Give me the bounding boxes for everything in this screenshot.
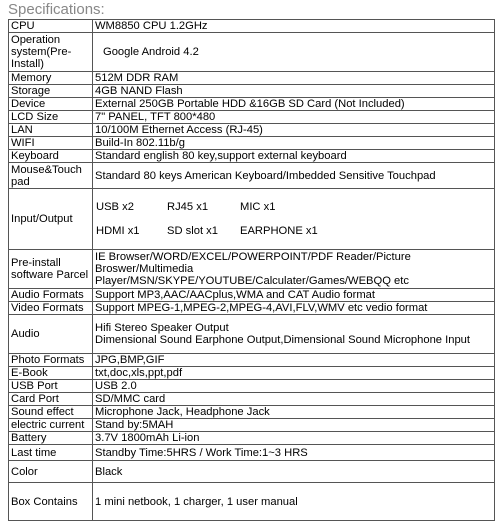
io-item: EARPHONE x1 — [240, 225, 318, 237]
table-row — [9, 406, 495, 419]
row-label: Input/Output — [9, 189, 93, 250]
table-row — [9, 20, 495, 33]
page-title: Specifications: — [8, 1, 105, 18]
row-value: WM8850 CPU 1.2GHz — [93, 20, 495, 33]
row-value: Stand by:5MAH — [93, 419, 495, 432]
row-label: Last time — [9, 445, 93, 461]
row-label: E-Book — [9, 367, 93, 380]
io-item: HDMI x1 — [96, 225, 140, 237]
table-row — [9, 98, 495, 111]
row-label: Storage — [9, 85, 93, 98]
table-row — [9, 189, 495, 250]
row-label: Photo Formats — [9, 354, 93, 367]
table-row — [9, 432, 495, 445]
row-value: Microphone Jack, Headphone Jack — [93, 406, 495, 419]
table-row — [9, 85, 495, 98]
row-label: CPU — [9, 20, 93, 33]
table-row — [9, 111, 495, 124]
io-item: RJ45 x1 — [167, 201, 209, 213]
row-label: WIFI — [9, 137, 93, 150]
row-value: Standard 80 keys American Keyboard/Imbedded Sensitive Touchpad — [93, 163, 495, 189]
table-row — [9, 250, 495, 289]
row-value: Support MPEG-1,MPEG-2,MPEG-4,AVI,FLV,WMV etc vedio format — [93, 302, 495, 315]
row-label: Pre-install software Parcel — [9, 250, 93, 289]
io-item: SD slot x1 — [167, 225, 218, 237]
row-value: JPG,BMP,GIF — [93, 354, 495, 367]
io-item: USB x2 — [96, 201, 134, 213]
io-item: MIC x1 — [240, 201, 276, 213]
row-label: Audio — [9, 315, 93, 354]
row-label: LCD Size — [9, 111, 93, 124]
row-label: Mouse&Touch pad — [9, 163, 93, 189]
row-value: Support MP3,AAC/AACplus,WMA and CAT Audio format — [93, 289, 495, 302]
row-value: Standby Time:5HRS / Work Time:1~3 HRS — [93, 445, 495, 461]
row-value: Black — [93, 461, 495, 483]
row-value: txt,doc,xls,ppt,pdf — [93, 367, 495, 380]
table-row — [9, 163, 495, 189]
table-row — [9, 445, 495, 461]
row-value: 7" PANEL, TFT 800*480 — [93, 111, 495, 124]
row-value: 4GB NAND Flash — [93, 85, 495, 98]
row-value: USB 2.0 — [93, 380, 495, 393]
table-row — [9, 150, 495, 163]
table-row — [9, 354, 495, 367]
table-row — [9, 33, 495, 72]
row-label: Box Contains — [9, 483, 93, 521]
specifications-table — [8, 19, 495, 521]
row-value: Standard english 80 key,support external keyboard — [93, 150, 495, 163]
table-row — [9, 124, 495, 137]
io-value — [93, 189, 495, 250]
row-value: External 250GB Portable HDD &16GB SD Card (Not Included) — [93, 98, 495, 111]
row-label: Sound effect — [9, 406, 93, 419]
table-row — [9, 302, 495, 315]
table-row — [9, 461, 495, 483]
row-label: Card Port — [9, 393, 93, 406]
row-value: 1 mini netbook, 1 charger, 1 user manual — [93, 483, 495, 521]
table-row — [9, 72, 495, 85]
row-value: Build-In 802.11b/g — [93, 137, 495, 150]
row-label: LAN — [9, 124, 93, 137]
row-value: Hifi Stereo Speaker Output Dimensional Sound Earphone Output,Dimensional Sound Microphone Input — [93, 315, 495, 354]
io-line — [96, 201, 492, 213]
row-label: Operation system(Pre-Install) — [9, 33, 93, 72]
row-label: Memory — [9, 72, 93, 85]
row-label: Video Formats — [9, 302, 93, 315]
row-label: Audio Formats — [9, 289, 93, 302]
table-row — [9, 315, 495, 354]
row-value: 10/100M Ethernet Access (RJ-45) — [93, 124, 495, 137]
row-value: IE Browser/WORD/EXCEL/POWERPOINT/PDF Reader/Picture Broswer/Multimedia Player/MSN/SKYPE/YOUTUBE/Calculater/Games/WEBQQ etc — [93, 250, 495, 289]
row-label: Device — [9, 98, 93, 111]
table-row — [9, 419, 495, 432]
table-row — [9, 393, 495, 406]
row-label: electric current — [9, 419, 93, 432]
table-row — [9, 289, 495, 302]
row-label: Keyboard — [9, 150, 93, 163]
table-row — [9, 137, 495, 150]
row-label: USB Port — [9, 380, 93, 393]
row-value: SD/MMC card — [93, 393, 495, 406]
row-label: Color — [9, 461, 93, 483]
table-row — [9, 367, 495, 380]
row-value: 512M DDR RAM — [93, 72, 495, 85]
row-value: 3.7V 1800mAh Li-ion — [93, 432, 495, 445]
row-value: Google Android 4.2 — [93, 33, 495, 72]
table-row — [9, 380, 495, 393]
row-label: Battery — [9, 432, 93, 445]
io-line — [96, 225, 492, 237]
table-row — [9, 483, 495, 521]
